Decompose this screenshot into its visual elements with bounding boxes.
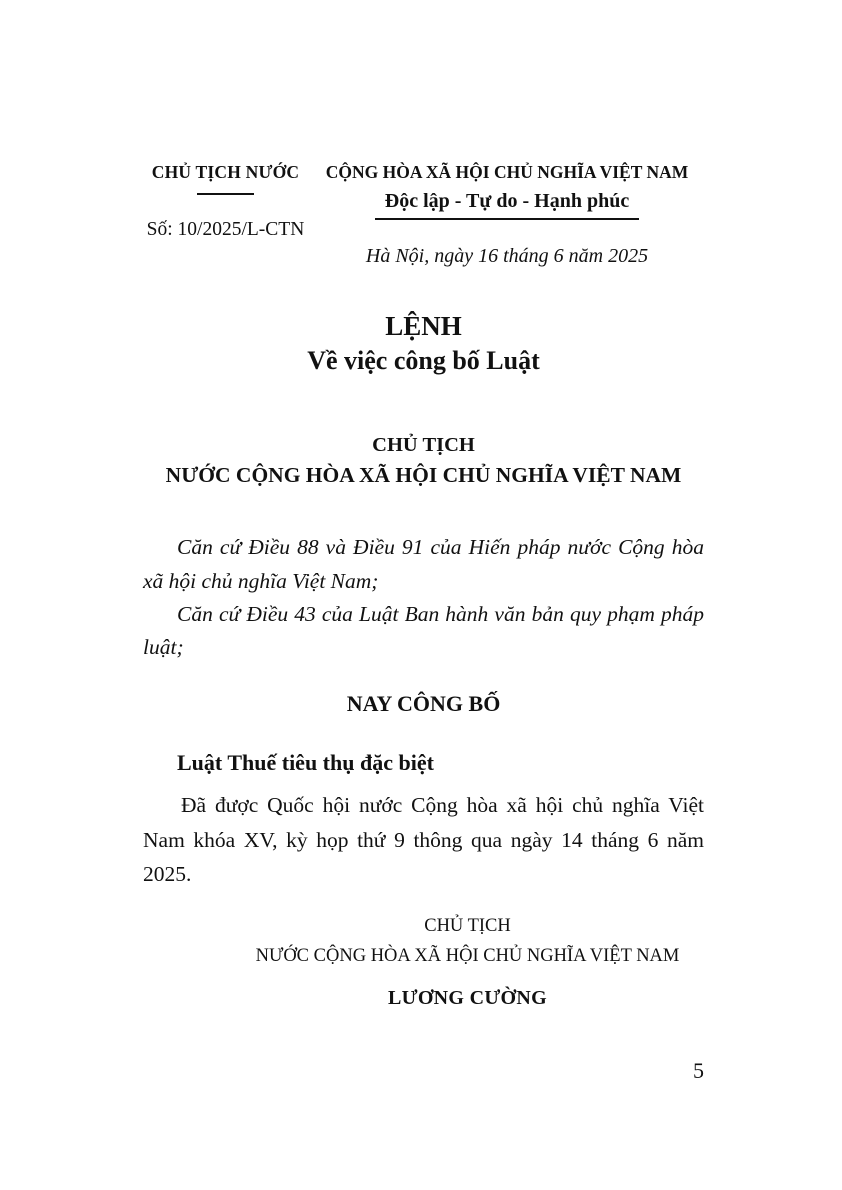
document-header (143, 162, 704, 268)
national-motto-text: Độc lập - Tự do - Hạnh phúc (375, 190, 639, 220)
signatory-title: CHỦ TỊCH (424, 916, 511, 937)
signatory-country: NƯỚC CỘNG HÒA XÃ HỘI CHỦ NGHĨA VIỆT NAM (255, 945, 680, 966)
document-title (143, 310, 704, 378)
header-national-heading (322, 162, 692, 268)
issuing-authority-name: CHỦ TỊCH NƯỚC (151, 162, 300, 182)
recital-paragraph-1: Căn cứ Điều 88 và Điều 91 của Hiến pháp nước Cộng hòa xã hội chủ nghĩa Việt Nam; (143, 535, 704, 593)
signature-block (231, 912, 704, 1010)
signatory-name: LƯƠNG CƯỜNG (387, 987, 548, 1010)
header-issuing-authority (143, 162, 308, 241)
place-dateline: Hà Nội, ngày 16 tháng 6 năm 2025 (365, 245, 649, 267)
document-body (143, 531, 704, 892)
issuer-heading (143, 431, 704, 492)
passage-paragraph: Đã được Quốc hội nước Cộng hòa xã hội chủ nghĩa Việt Nam khóa XV, kỳ họp thứ 9 thông qua ngày 14 tháng 6 năm 2025. (143, 792, 704, 887)
recital-paragraph-2: Căn cứ Điều 43 của Luật Ban hành văn bản quy phạm pháp luật; (143, 602, 704, 660)
law-name: Luật Thuế tiêu thụ đặc biệt (177, 749, 434, 775)
document-number: Số: 10/2025/L-CTN (146, 219, 305, 240)
issuer-country: NƯỚC CỘNG HÒA XÃ HỘI CHỦ NGHĨA VIỆT NAM (165, 463, 682, 488)
header-divider-rule (197, 193, 254, 195)
document-title-main: LỆNH (385, 311, 462, 341)
document-title-subject: Về việc công bố Luật (307, 345, 540, 375)
national-motto (322, 190, 692, 220)
page-number: 5 (693, 1058, 704, 1083)
issuer-title: CHỦ TỊCH (372, 433, 475, 456)
country-name: CỘNG HÒA XÃ HỘI CHỦ NGHĨA VIỆT NAM (325, 162, 689, 182)
proclamation-heading: NAY CÔNG BỐ (346, 690, 501, 716)
